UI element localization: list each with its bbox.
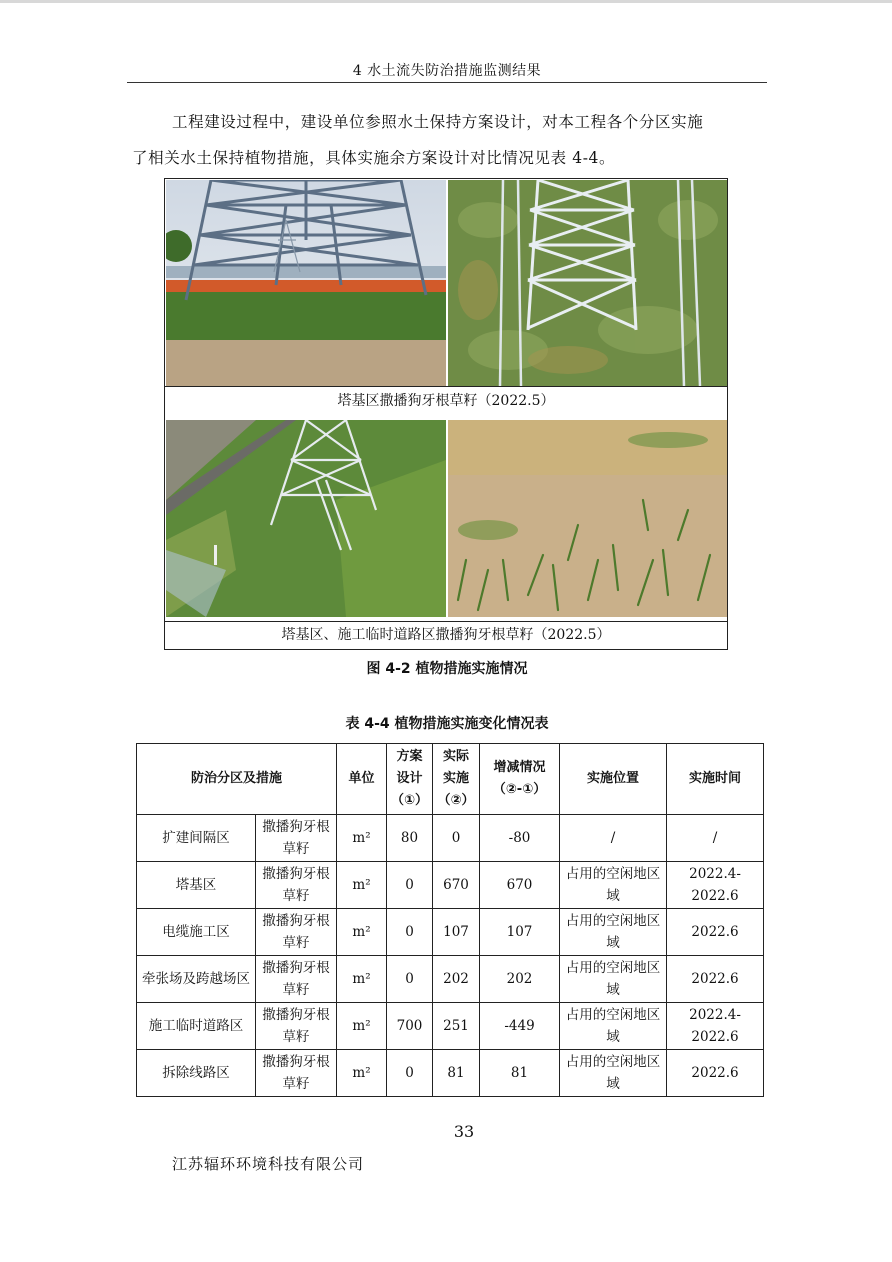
- header-rule: [127, 82, 767, 83]
- cell-zone: 扩建间隔区: [137, 815, 256, 862]
- cell-time: 2022.4-2022.6: [667, 1003, 764, 1050]
- header-change-line2: （②-①）: [492, 782, 547, 797]
- cell-measure: 撒播狗牙根草籽: [256, 1003, 337, 1050]
- photo-figure: [164, 178, 728, 650]
- cell-location: /: [560, 815, 667, 862]
- cell-actual: 202: [433, 956, 480, 1003]
- cell-time: 2022.4-2022.6: [667, 862, 764, 909]
- cell-location: 占用的空闲地区域: [560, 956, 667, 1003]
- table-row: [137, 815, 764, 862]
- table-row: [137, 862, 764, 909]
- cell-actual: 670: [433, 862, 480, 909]
- figure-caption: 图 4-2 植物措施实施情况: [366, 661, 528, 677]
- company-name: 江苏辐环环境科技有限公司: [172, 1155, 365, 1173]
- cell-actual: 81: [433, 1050, 480, 1097]
- cell-location: 占用的空闲地区域: [560, 862, 667, 909]
- header-time: 实施时间: [667, 744, 764, 815]
- cell-change: 81: [480, 1050, 560, 1097]
- cell-unit: m²: [337, 815, 387, 862]
- header-actual-line2: 实施: [443, 771, 470, 786]
- photo-tower-base-2: [448, 180, 727, 386]
- cell-change: 670: [480, 862, 560, 909]
- cell-measure: 撒播狗牙根草籽: [256, 956, 337, 1003]
- header-plan-line2: 设计: [396, 771, 423, 786]
- cell-plan: 0: [387, 1050, 433, 1097]
- cell-unit: m²: [337, 862, 387, 909]
- header-change: [480, 744, 560, 815]
- photo-tower-base-1: [166, 180, 446, 386]
- header-change-line1: 增减情况: [493, 760, 546, 775]
- page-top-edge: [0, 0, 892, 3]
- cell-zone: 塔基区: [137, 862, 256, 909]
- cell-plan: 700: [387, 1003, 433, 1050]
- cell-time: /: [667, 815, 764, 862]
- photo-row1-caption: 塔基区撒播狗牙根草籽（2022.5）: [165, 386, 727, 416]
- cell-actual: 251: [433, 1003, 480, 1050]
- cell-zone: 拆除线路区: [137, 1050, 256, 1097]
- table-row: [137, 909, 764, 956]
- cell-unit: m²: [337, 1050, 387, 1097]
- photo-row2-caption: 塔基区、施工临时道路区撒播狗牙根草籽（2022.5）: [165, 621, 727, 649]
- photo-temporary-road: [448, 420, 727, 617]
- cell-plan: 0: [387, 909, 433, 956]
- table-caption: 表 4-4 植物措施实施变化情况表: [345, 716, 549, 732]
- intro-line-2: 了相关水土保持植物措施，具体实施余方案设计对比情况见表 4-4。: [132, 149, 616, 167]
- measures-table: [136, 743, 764, 1097]
- cell-actual: 0: [433, 815, 480, 862]
- header-actual: [433, 744, 480, 815]
- cell-measure: 撒播狗牙根草籽: [256, 862, 337, 909]
- table-row: [137, 1050, 764, 1097]
- intro-line-1: 工程建设过程中，建设单位参照水土保持方案设计，对本工程各个分区实施: [172, 113, 704, 131]
- cell-time: 2022.6: [667, 956, 764, 1003]
- cell-plan: 0: [387, 862, 433, 909]
- header-actual-line3: （②）: [437, 793, 475, 808]
- cell-measure: 撒播狗牙根草籽: [256, 815, 337, 862]
- cell-change: 202: [480, 956, 560, 1003]
- cell-measure: 撒播狗牙根草籽: [256, 1050, 337, 1097]
- cell-actual: 107: [433, 909, 480, 956]
- cell-change: -80: [480, 815, 560, 862]
- cell-location: 占用的空闲地区域: [560, 909, 667, 956]
- cell-plan: 80: [387, 815, 433, 862]
- cell-zone: 施工临时道路区: [137, 1003, 256, 1050]
- page-header: 4 水土流失防治措施监测结果: [352, 63, 542, 79]
- cell-change: 107: [480, 909, 560, 956]
- table-row: [137, 1003, 764, 1050]
- cell-location: 占用的空闲地区域: [560, 1050, 667, 1097]
- table-header-row: [137, 744, 764, 815]
- cell-time: 2022.6: [667, 909, 764, 956]
- page-number: 33: [453, 1122, 475, 1141]
- header-plan-line1: 方案: [396, 749, 423, 764]
- header-unit: 单位: [337, 744, 387, 815]
- cell-change: -449: [480, 1003, 560, 1050]
- cell-measure: 撒播狗牙根草籽: [256, 909, 337, 956]
- photo-tower-base-aerial: [166, 420, 446, 617]
- header-plan-line3: （①）: [391, 793, 429, 808]
- cell-zone: 电缆施工区: [137, 909, 256, 956]
- cell-plan: 0: [387, 956, 433, 1003]
- header-location: 实施位置: [560, 744, 667, 815]
- cell-unit: m²: [337, 956, 387, 1003]
- table-row: [137, 956, 764, 1003]
- header-zone: 防治分区及措施: [137, 744, 337, 815]
- header-actual-line1: 实际: [443, 749, 470, 764]
- cell-unit: m²: [337, 909, 387, 956]
- cell-unit: m²: [337, 1003, 387, 1050]
- header-plan: [387, 744, 433, 815]
- cell-location: 占用的空闲地区域: [560, 1003, 667, 1050]
- cell-time: 2022.6: [667, 1050, 764, 1097]
- cell-zone: 牵张场及跨越场区: [137, 956, 256, 1003]
